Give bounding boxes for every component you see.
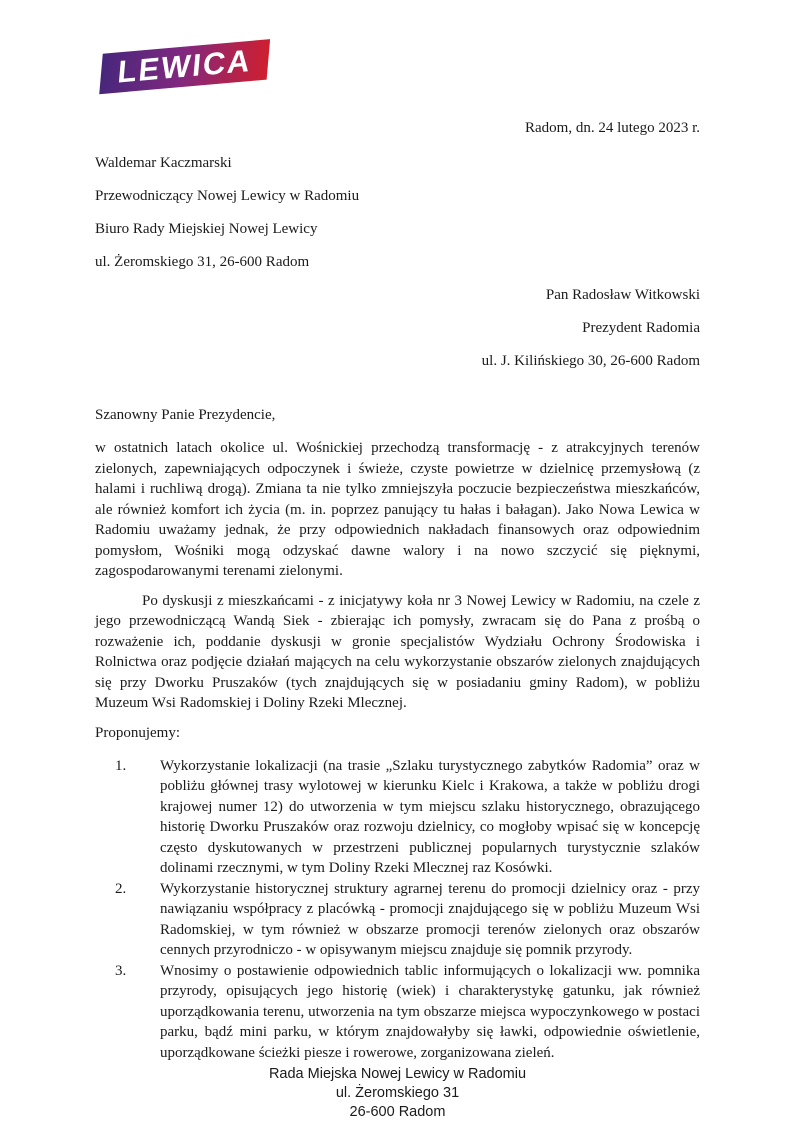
lewica-logo (95, 42, 700, 98)
recipient-address: ul. J. Kilińskiego 30, 26-600 Radom (481, 353, 700, 369)
proposal-text: Wykorzystanie historycznej struktury agrarnej terenu do promocji dzielnicy oraz - przy nawiązaniu współpracy z placówką - promocji znajdującego się w pobliżu Muzeum Wsi Radomskiej, w tym również w obszarze promocji terenów zielonych oraz obszarów cennych przyrodniczo - w opisywanym miejscu znajduje się pomnik przyrody. (160, 880, 700, 958)
lewica-logo-text: LEWICA (116, 42, 254, 90)
letter-date: Radom, dn. 24 lutego 2023 r. (525, 120, 700, 136)
sender-office: Biuro Rady Miejskiej Nowej Lewicy (95, 221, 318, 237)
proposal-number: 2. (115, 880, 127, 897)
proposal-item-1 (95, 756, 700, 879)
recipient-name: Pan Radosław Witkowski (545, 287, 700, 303)
recipient-block (95, 285, 700, 371)
lewica-logo-banner (99, 39, 270, 94)
proposal-item-3 (95, 961, 700, 1064)
sender-address: ul. Żeromskiego 31, 26-600 Radom (95, 254, 310, 270)
proposals-intro: Proponujemy: (95, 724, 180, 741)
footer-street: ul. Żeromskiego 31 (335, 1085, 460, 1101)
salutation: Szanowny Panie Prezydencie, (95, 407, 276, 423)
footer-organization: Rada Miejska Nowej Lewicy w Radomiu (268, 1066, 527, 1082)
proposal-text: Wykorzystanie lokalizacji (na trasie „Szlaku turystycznego zabytków Radomia” oraz w pobliżu głównej trasy wylotowej w kierunku Kielc i Krakowa, a także w pobliżu drogi krajowej numer 12) do utworzenia w tym miejscu szlaku historycznego, obrazującego historię Dworku Pruszaków oraz rozwoju dzielnicy, co mogłoby wpisać się w koncepcję często dyskutowanych w przestrzeni publicznej popularnych turystycznie szlaków dolinami rzecznymi, w tym Doliny Rzeki Mlecznej raz Kosówki. (160, 757, 700, 876)
sender-title: Przewodniczący Nowej Lewicy w Radomiu (95, 188, 360, 204)
proposal-text: Wnosimy o postawienie odpowiednich tablic informujących o lokalizacji ww. pomnika przyrody, opisujących jego historię (wiek) i charakterystykę gatunku, jak również uporządkowania terenu, utworzenia na tym obszarze miejsca wypoczynkowego w postaci parku, bądź mini parku, w którym znajdowałyby się ławki, odpowiednie oświetlenie, uporządkowane ścieżki piesze i rowerowe, zorganizowana zieleń. (160, 962, 700, 1061)
proposal-number: 3. (115, 962, 127, 979)
proposal-item-2 (95, 879, 700, 961)
paragraph-2: Po dyskusji z mieszkańcami - z inicjatywy koła nr 3 Nowej Lewicy w Radomiu, na czele z jego przewodniczącą Wandą Siek - zbierając ich pomysły, zwracam się do Pana z prośbą o rozważenie ich, poddanie dyskusji w gronie specjalistów Wydziału Ochrony Środowiska i Rolnictwa oraz podjęcie działań mających na celu wykorzystanie obszarów zielonych znajdujących się przy Dworku Pruszaków (tych znajdujących się w posiadaniu gminy Radom), w pobliżu Muzeum Wsi Radomskiej i Doliny Rzeki Mlecznej. (95, 592, 700, 711)
proposals-list (95, 756, 700, 1064)
paragraph-1: w ostatnich latach okolice ul. Wośnickiej przechodzą transformację - z atrakcyjnych terenów zielonych, zapewniających odpoczynek i świeże, czyste powietrze w dzielnicę przemysłową (z halami i ruchliwą drogą). Zmiana ta nie tylko zmniejszyła poczucie bezpieczeństwa mieszkańców, ale również komfort ich życia (m. in. poprzez panujący tu hałas i bałagan). Jako Nowa Lewica w Radomiu uważamy jednak, że przy odpowiednich nakładach finansowych oraz odpowiednim pomysłom, Wośniki mogą odzyskać dawne walory i na nowo szczycić się pięknymi, zagospodarowanymi terenami zielonymi. (95, 440, 700, 579)
sender-block (95, 153, 700, 272)
recipient-title: Prezydent Radomia (582, 320, 700, 336)
sender-name: Waldemar Kaczmarski (95, 155, 232, 171)
footer-city: 26-600 Radom (349, 1104, 446, 1120)
footer-block (95, 1065, 700, 1122)
proposal-number: 1. (115, 757, 127, 774)
